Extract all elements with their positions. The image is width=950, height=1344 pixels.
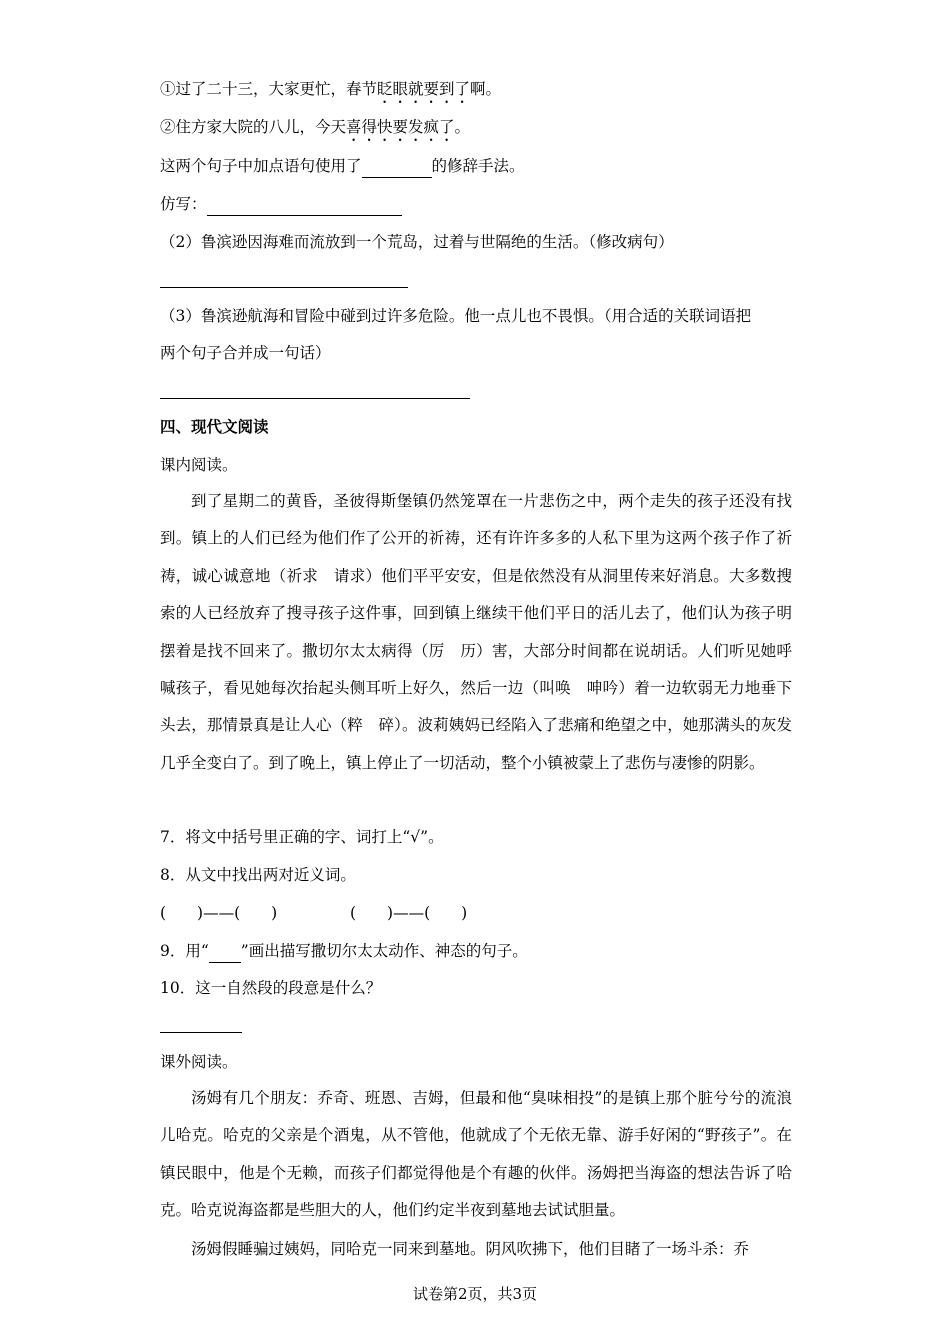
sentence-2 (160, 116, 470, 145)
question-10-answer-line[interactable] (160, 1032, 242, 1033)
question-8: 8．从文中找出两对近义词。 (160, 866, 356, 884)
question-9-text: 9．用“ (160, 942, 209, 960)
passage-2: 汤姆有几个朋友：乔奇、班恩、吉姆，但最和他“臭味相投”的是镇上那个脏兮兮的流浪儿哈克。哈克的父亲是个酒鬼，从不管他，他就成了个无依无靠、游手好闲的“野孩子”。在镇民眼中，他是个无赖，而孩子们都觉得他是个有趣的伙伴。汤姆把当海盗的想法告诉了哈克。哈克说海盗都是些胆大的人，他们约定半夜到墓地去试试胆量。 (160, 1089, 792, 1220)
rhetoric-question-end: 的修辞手法。 (431, 157, 525, 175)
sentence-2-end: 。 (454, 118, 471, 136)
question-9-end: ”画出描写撒切尔太太动作、神态的句子。 (240, 942, 528, 960)
item-3-answer-line[interactable] (160, 398, 470, 399)
sentence-2-dotted: 喜得快要发疯了 (346, 118, 455, 136)
imitate-line (160, 193, 402, 216)
item-2: （2）鲁滨逊因海难而流放到一个荒岛，过着与世隔绝的生活。（修改病句） (160, 233, 674, 251)
imitate-label: 仿写： (160, 195, 207, 213)
sentence-1-dotted: 眨眼就要到了 (377, 80, 471, 98)
question-9-underline-sample (209, 940, 241, 963)
question-10: 10．这一自然段的段意是什么？ (160, 979, 382, 997)
question-9 (160, 940, 528, 963)
rhetoric-answer-blank[interactable] (362, 155, 432, 178)
item-3-line-2: 两个句子合并成一句话） (160, 344, 331, 362)
synonym-pair-2[interactable]: ( )——( ) (350, 904, 468, 922)
in-class-label: 课内阅读。 (160, 456, 238, 474)
sentence-1-text: ①过了二十三，大家更忙，春节 (160, 80, 378, 98)
item-2-answer-line[interactable] (160, 287, 408, 288)
synonym-pair-1[interactable]: ( )——( ) (160, 904, 278, 922)
passage-3: 汤姆假睡骗过姨妈，同哈克一同来到墓地。阴风吹拂下，他们目睹了一场斗杀：乔 (191, 1240, 750, 1258)
sentence-1 (160, 78, 501, 107)
rhetoric-question-text: 这两个句子中加点语句使用了 (160, 157, 362, 175)
out-class-label: 课外阅读。 (160, 1053, 238, 1071)
passage-1: 到了星期二的黄昏，圣彼得斯堡镇仍然笼罩在一片悲伤之中，两个走失的孩子还没有找到。镇上的人们已经为他们作了公开的祈祷，还有许许多多的人私下里为这两个孩子作了祈祷，诚心诚意地（祈求 请求）他们平平安安，但是依然没有从洞里传来好消息。大多数搜索的人已经放弃了搜寻孩子这件事，回到镇上继续干他们平日的活儿去了，他们认为孩子明摆着是找不回来了。撒切尔太太病得（厉 历）害，大部分时间都在说胡话。人们听见她呼喊孩子，看见她每次抬起头侧耳听上好久，然后一边（叫唤 呻吟）着一边软弱无力地垂下头去，那情景真是让人心（粹 碎）。波莉姨妈已经陷入了悲痛和绝望之中，她那满头的灰发几乎全变白了。到了晚上，镇上停止了一切活动，整个小镇被蒙上了悲伤与凄惨的阴影。 (160, 492, 792, 772)
page-footer: 试卷第2页，共3页 (412, 1285, 538, 1303)
question-7: 7．将文中括号里正确的字、词打上“√”。 (160, 828, 444, 846)
sentence-2-text: ②住方家大院的八儿，今天 (160, 118, 347, 136)
section-4-heading: 四、现代文阅读 (160, 417, 269, 436)
rhetoric-question (160, 155, 525, 178)
item-3-line-1: （3）鲁滨逊航海和冒险中碰到过许多危险。他一点儿也不畏惧。（用合适的关联词语把 (160, 307, 752, 325)
imitate-answer-blank[interactable] (207, 193, 402, 216)
sentence-1-end: 啊。 (470, 80, 502, 98)
